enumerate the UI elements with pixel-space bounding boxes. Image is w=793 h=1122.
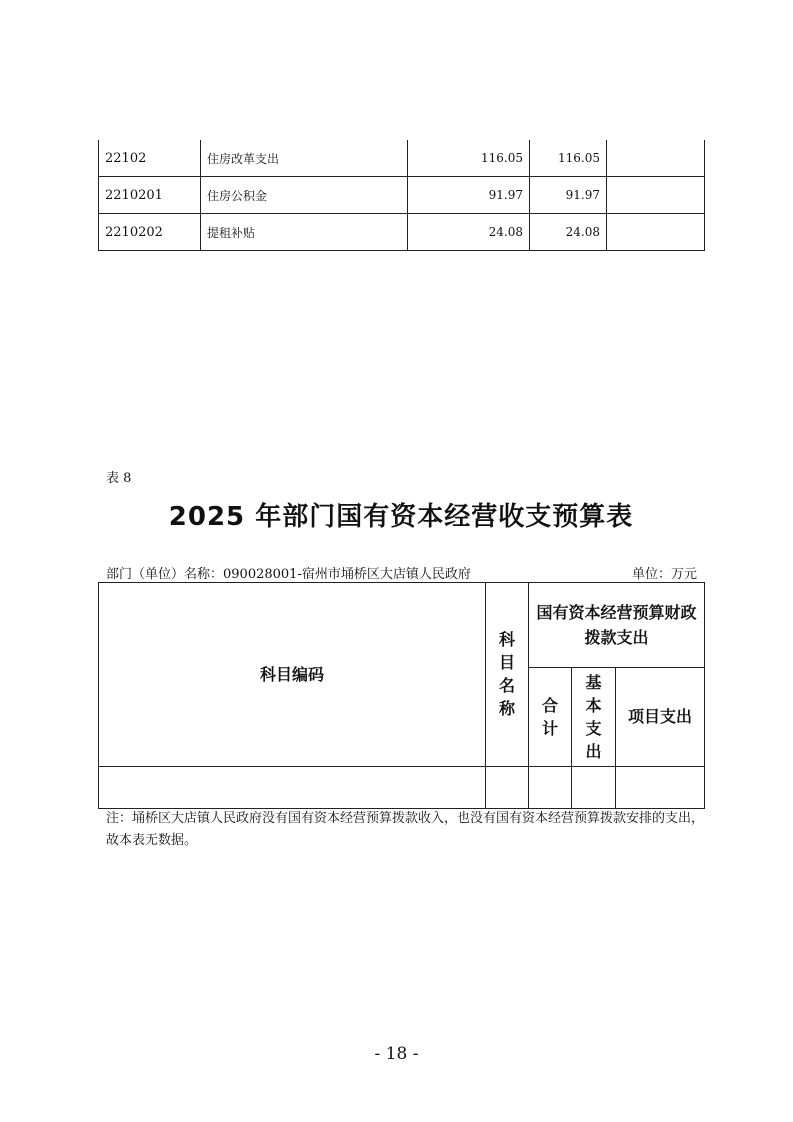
empty-cell (99, 767, 486, 809)
total-header-text: 合计 (541, 695, 558, 738)
table-row (99, 214, 705, 251)
state-capital-budget-table (98, 582, 705, 809)
project-cell (607, 177, 705, 214)
basic-header-text: 基本支出 (585, 672, 602, 761)
subject-code-header: 科目编码 (99, 583, 486, 767)
table-note: 注：埇桥区大店镇人民政府没有国有资本经营预算拨款收入，也没有国有资本经营预算拨款安排的支出，故本表无数据。 (106, 811, 705, 848)
table-number: 表 8 (106, 471, 132, 486)
basic-cell: 91.97 (530, 177, 607, 214)
subject-name-header (486, 583, 529, 767)
basic-cell: 24.08 (530, 214, 607, 251)
table-row (99, 140, 705, 177)
department-name: 部门（单位）名称：090028001-宿州市埇桥区大店镇人民政府 (106, 567, 471, 582)
subject-name-header-text: 科目名称 (498, 630, 515, 718)
total-header (529, 668, 572, 767)
table-row (99, 767, 705, 809)
subject-code-cell: 22102 (99, 140, 201, 177)
table-row (99, 177, 705, 214)
group-header-text: 国有资本经营预算财政拨款支出 (536, 603, 697, 647)
subject-code-cell: 2210202 (99, 214, 201, 251)
empty-cell (572, 767, 616, 809)
group-header (529, 583, 705, 668)
total-cell: 116.05 (408, 140, 530, 177)
subject-code-cell: 2210201 (99, 177, 201, 214)
project-cell (607, 140, 705, 177)
page-title: 2025 年部门国有资本经营收支预算表 (168, 502, 634, 532)
empty-cell (529, 767, 572, 809)
project-header (616, 668, 705, 767)
subject-name-cell: 住房改革支出 (201, 140, 408, 177)
project-cell (607, 214, 705, 251)
total-cell: 91.97 (408, 177, 530, 214)
empty-cell (616, 767, 705, 809)
subject-name-cell: 住房公积金 (201, 177, 408, 214)
header-row (99, 583, 705, 668)
continued-budget-table (98, 140, 705, 251)
page-number: - 18 - (374, 1044, 419, 1064)
project-header-text: 项目支出 (628, 707, 693, 726)
total-cell: 24.08 (408, 214, 530, 251)
subject-name-cell: 提租补贴 (201, 214, 408, 251)
basic-header (572, 668, 616, 767)
unit-label: 单位：万元 (631, 567, 697, 582)
empty-cell (486, 767, 529, 809)
basic-cell: 116.05 (530, 140, 607, 177)
